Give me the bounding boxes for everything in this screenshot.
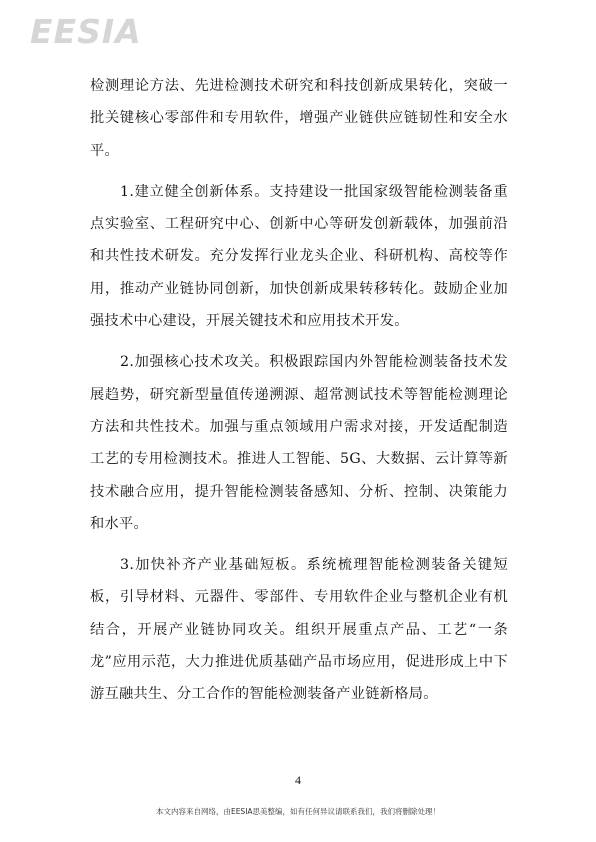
page-number: 4 (295, 773, 301, 787)
paragraph-innovation-system: 1.建立健全创新体系。支持建设一批国家级智能检测装备重点实验室、工程研究中心、创新中心等研发创新载体，加强前沿和共性技术研发。充分发挥行业龙头企业、科研机构、高校等作用，推动产业链协同创新，加快创新成果转移转化。鼓励企业加强技术中心建设，开展关键技术和应用技术开发。 (90, 183, 508, 330)
paragraph-industrial-foundation: 3.加快补齐产业基础短板。系统梳理智能检测装备关键短板，引导材料、元器件、零部件、专用软件企业与整机企业有机结合，开展产业链协同攻关。组织开展重点产品、工艺“一条龙”应用示范，大力推进优质基础产品市场应用，促进形成上中下游互融共生、分工合作的智能检测装备产业链新格局。 (90, 557, 508, 703)
eesia-watermark-logo: EESIA (30, 12, 142, 51)
paragraph-core-technology: 2.加强核心技术攻关。积极跟踪国内外智能检测装备技术发展趋势，研究新型量值传递溯源、超常测试技术等智能检测理论方法和共性技术。加强与重点领域用户需求对接，开发适配制造工艺的专用检测技术。推进人工智能、5G、大数据、云计算等新技术融合应用，提升智能检测装备感知、分析、控制、决策能力和水平。 (90, 354, 508, 532)
document-body (90, 70, 508, 720)
paragraph-continuation: 检测理论方法、先进检测技术研究和科技创新成果转化，突破一批关键核心零部件和专用软件，增强产业链供应链韧性和安全水平。 (90, 78, 508, 159)
footer-disclaimer: 本文内容来自网络，由EESIA思美整编，如有任何异议请联系我们，我们将删除处理！ (155, 807, 441, 816)
